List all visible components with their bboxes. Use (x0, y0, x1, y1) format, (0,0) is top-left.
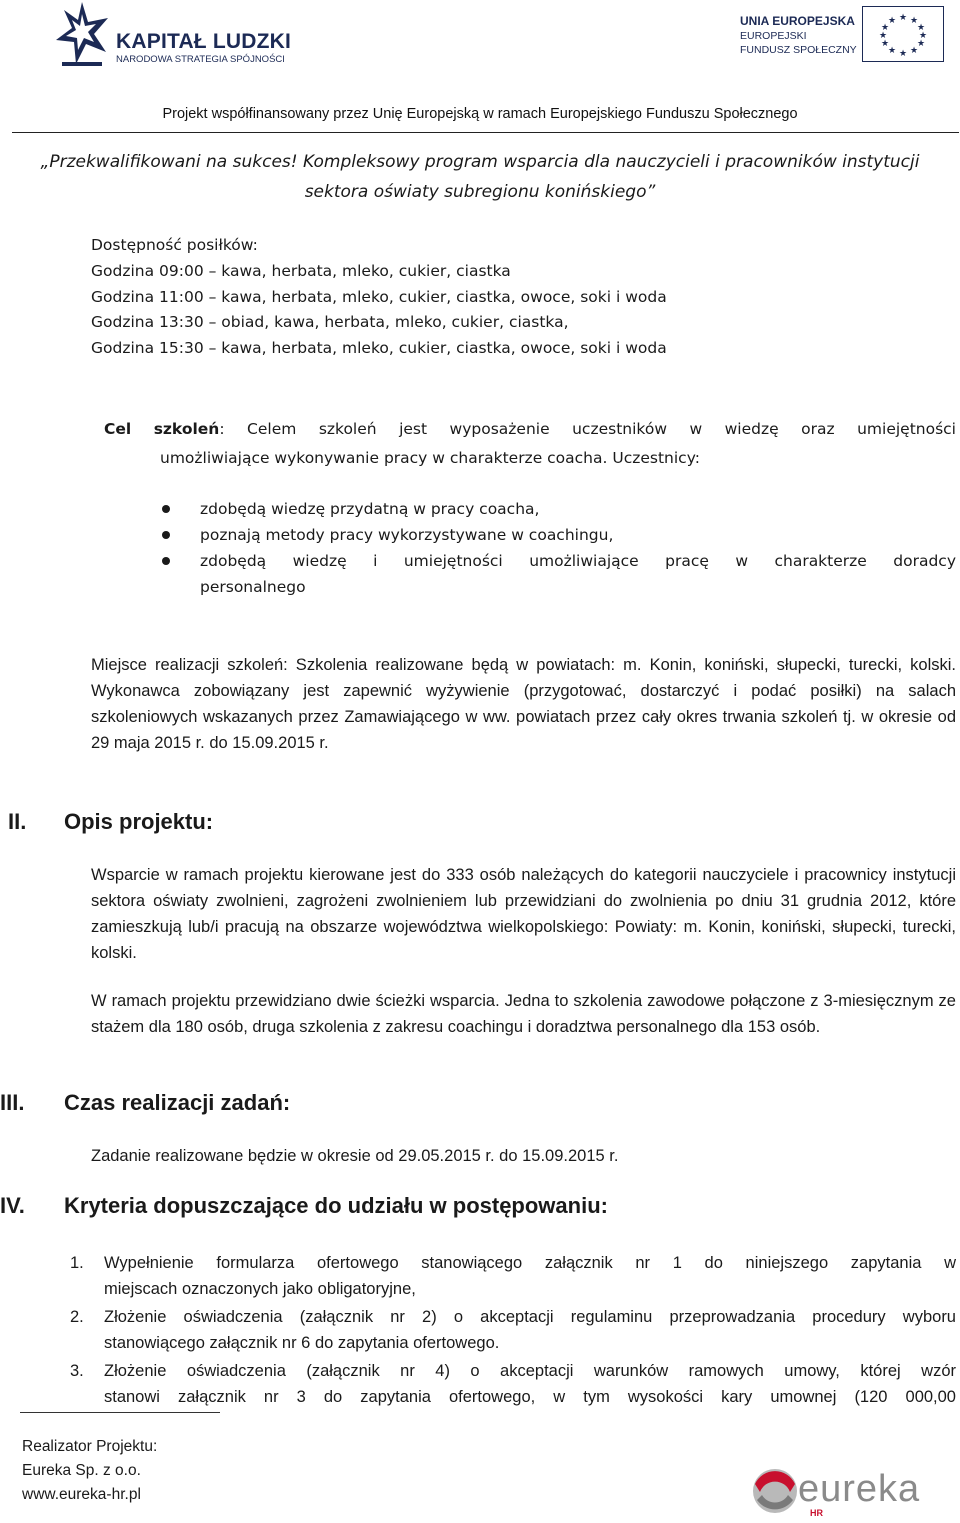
svg-text:★: ★ (916, 23, 926, 33)
project-title-line1: „Przekwalifikowani na sukces! Kompleksowy program wsparcia dla nauczycieli i pracowników instytucji (40, 152, 920, 172)
meal-item: Godzina 13:30 – obiad, kawa, herbata, mleko, cukier, ciastka, (91, 313, 569, 332)
svg-text:★: ★ (909, 46, 919, 56)
list-item (160, 548, 956, 574)
list-item (66, 1304, 956, 1356)
kapital-ludzki-subtitle: NARODOWA STRATEGIA SPÓJNOŚCI (116, 54, 285, 65)
goal-label-szkolen: szkoleń (153, 420, 220, 438)
project-description-paragraph: Wsparcie w ramach projektu kierowane jest do 333 osób należących do kategorii nauczyciele i pracownicy instytucji sektora oświaty zwolnieni, zagrożeni zwolnieniem lub przewidziani do zwolnienia po dniu 31 grudnia 2012, które zamieszkują lub/i pracują na obszarze województwa wielkopolskiego: Powiaty: m. Konin, koniński, słupecki, turecki, kolski. (91, 866, 956, 962)
list-item-line: Złożenie oświadczenia (załącznik nr 4) o akceptacji warunków ramowych umowy, której wzór (104, 1362, 956, 1380)
footer-company: Eureka Sp. z o.o. (22, 1462, 141, 1479)
training-goal (104, 415, 956, 473)
svg-text:★: ★ (880, 23, 890, 33)
meals-availability (91, 233, 667, 362)
section-number: II. (8, 809, 27, 834)
eu-logo (740, 4, 950, 66)
list-item (160, 522, 956, 548)
footer-label: Realizator Projektu: (22, 1438, 158, 1455)
eu-logo-line3: FUNDUSZ SPOŁECZNY (740, 44, 857, 56)
training-goal-line1 (104, 415, 956, 444)
svg-text:★: ★ (909, 16, 919, 26)
project-title (0, 147, 960, 207)
footer-divider (20, 1412, 220, 1413)
bullet-icon (162, 505, 170, 513)
list-item-line: Złożenie oświadczenia (załącznik nr 2) o akceptacji regulaminu przeprowadzania procedury wyboru (104, 1308, 956, 1326)
list-item-continuation: personalnego (200, 578, 306, 596)
svg-text:★: ★ (898, 49, 908, 59)
eu-logo-line1: UNIA EUROPEJSKA (740, 14, 855, 28)
bullet-icon (162, 557, 170, 565)
goal-line1-text: : Celem szkoleń jest wyposażenie uczestników w wiedzę oraz umiejętności (219, 420, 956, 438)
svg-text:★: ★ (887, 16, 897, 26)
footer-info (22, 1435, 157, 1507)
meal-item: Godzina 11:00 – kawa, herbata, mleko, cukier, ciastka, owoce, soki i woda (91, 287, 667, 306)
list-item-text: zdobędą wiedzę przydatną w pracy coacha, (200, 500, 540, 518)
list-item (66, 1250, 956, 1302)
section-title: Czas realizacji zadań: (64, 1090, 291, 1115)
task-period-paragraph: Zadanie realizowane będzie w okresie od 29.05.2015 r. do 15.09.2015 r. (91, 1147, 619, 1165)
footer-website-link[interactable]: www.eureka-hr.pl (22, 1486, 141, 1503)
svg-text:★: ★ (918, 31, 928, 41)
eureka-wordmark: eureka (798, 1468, 921, 1510)
section-title: Opis projektu: (64, 809, 214, 834)
list-item (160, 496, 956, 522)
eureka-logo (750, 1462, 955, 1522)
list-item-line: Wypełnienie formularza ofertowego stanowiącego załącznik nr 1 do niniejszego zapytania w (104, 1254, 956, 1272)
svg-text:★: ★ (887, 46, 897, 56)
list-item-number: 1. (70, 1254, 84, 1272)
meal-item: Godzina 15:30 – kawa, herbata, mleko, cukier, ciastka, owoce, soki i woda (91, 339, 667, 358)
list-item-line: miejscach oznaczonych jako obligatoryjne, (104, 1280, 416, 1298)
eureka-hr-label: HR (810, 1508, 823, 1518)
bullet-icon (162, 531, 170, 539)
training-goal-line2: umożliwiające wykonywanie pracy w charakterze coacha. Uczestnicy: (160, 449, 700, 467)
goal-label-cel: Cel (104, 420, 132, 438)
training-location-paragraph: Miejsce realizacji szkoleń: Szkolenia realizowane będą w powiatach: m. Konin, koniński, słupecki, turecki, kolski. Wykonawca zobowiązany jest zapewnić wyżywienie (przygotować, dostarczyć i podać posiłki) na salach szkoleniowych wskazanych przez Zamawiającego w ww. powiatach przez cały okres trwania szkoleń tj. w okresie od 29 maja 2015 r. do 15.09.2015 r. (91, 656, 956, 752)
svg-text:★: ★ (916, 39, 926, 49)
list-item-line: stanowiącego załącznik nr 6 do zapytania ofertowego. (104, 1334, 500, 1352)
kapital-ludzki-star-icon (52, 0, 116, 76)
kapital-ludzki-title: KAPITAŁ LUDZKI (116, 30, 292, 53)
eu-logo-line2: EUROPEJSKI (740, 30, 807, 42)
header-caption: Projekt współfinansowany przez Unię Europejską w ramach Europejskiego Funduszu Społecznego (162, 106, 798, 122)
list-item (66, 1358, 956, 1410)
section-title: Kryteria dopuszczające do udziału w postępowaniu: (64, 1193, 608, 1218)
list-item-line: stanowi załącznik nr 3 do zapytania ofertowego, w tym wysokości kary umownej (120 000,00 (104, 1388, 956, 1406)
eu-flag-icon (862, 6, 944, 62)
svg-text:★: ★ (878, 31, 888, 41)
list-item-number: 2. (70, 1308, 84, 1326)
meals-heading: Dostępność posiłków: (91, 236, 258, 254)
participant-outcomes-list (160, 496, 956, 600)
section-number: III. (0, 1090, 25, 1115)
project-title-line2: sektora oświaty subregionu konińskiego” (304, 182, 656, 202)
meal-item: Godzina 09:00 – kawa, herbata, mleko, cukier, ciastka (91, 261, 511, 280)
svg-text:★: ★ (880, 39, 890, 49)
list-item-text: zdobędą wiedzę i umiejętności umożliwiające pracę w charakterze doradcy (200, 552, 956, 570)
list-item-text: poznają metody pracy wykorzystywane w coachingu, (200, 526, 614, 544)
criteria-list (66, 1250, 956, 1412)
eureka-sphere-icon (750, 1462, 800, 1520)
section-number: IV. (0, 1193, 25, 1218)
list-item-number: 3. (70, 1362, 84, 1380)
kapital-ludzki-logo (52, 0, 292, 76)
project-paths-paragraph: W ramach projektu przewidziano dwie ścieżki wsparcia. Jedna to szkolenia zawodowe połączone z 3-miesięcznym ze stażem dla 180 osób, druga szkolenia z zakresu coachingu i doradztwa personalnego dla 153 osób. (91, 992, 956, 1036)
svg-text:★: ★ (898, 13, 908, 23)
header-divider (12, 132, 959, 133)
